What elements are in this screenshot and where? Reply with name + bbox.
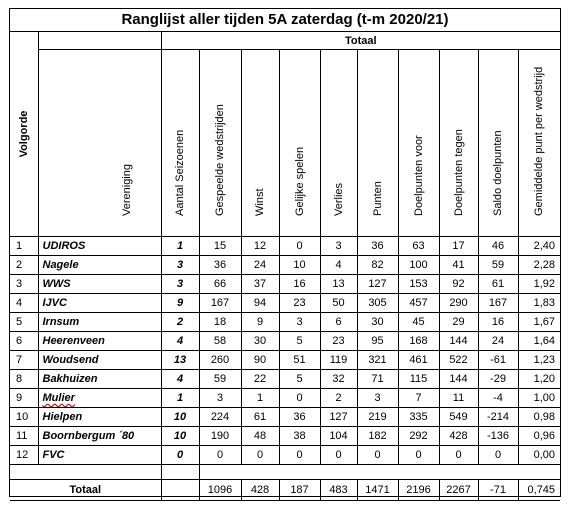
rank-cell: 2 [10, 256, 38, 275]
rank-cell: 10 [10, 408, 38, 427]
stat-cell: 549 [439, 408, 478, 427]
stat-cell: 428 [439, 427, 478, 446]
stat-cell: 0 [398, 446, 439, 465]
stat-cell: 61 [241, 408, 279, 427]
table-row [10, 389, 560, 408]
club-name: Nagele [42, 259, 79, 271]
stat-cell: 0,98 [518, 408, 560, 427]
stat-cell: 292 [398, 427, 439, 446]
club-name: Bakhuizen [42, 373, 98, 385]
stat-cell: 16 [478, 313, 518, 332]
stat-cell: 46 [478, 237, 518, 256]
stat-cell: -4 [478, 389, 518, 408]
seasons-cell: 4 [161, 370, 199, 389]
stat-cell: 0,00 [518, 446, 560, 465]
stat-cell: 45 [398, 313, 439, 332]
stat-cell: 167 [199, 294, 241, 313]
stat-cell: 1,83 [518, 294, 560, 313]
table-row [10, 427, 560, 446]
table-row [10, 446, 560, 465]
stat-cell: 24 [478, 332, 518, 351]
stat-cell: 36 [279, 408, 320, 427]
stat-cell: 12 [241, 237, 279, 256]
header-stat-4 [357, 50, 398, 237]
header-stat-label: Gelijke spelen [293, 146, 306, 216]
stat-cell: 153 [398, 275, 439, 294]
stat-cell: 1 [241, 389, 279, 408]
club-name: WWS [42, 278, 71, 290]
rank-cell: 12 [10, 446, 38, 465]
stat-cell: 290 [439, 294, 478, 313]
header-stat-3 [320, 50, 357, 237]
stat-cell: 82 [357, 256, 398, 275]
stat-cell: -136 [478, 427, 518, 446]
stat-cell: 29 [439, 313, 478, 332]
stat-cell: 41 [439, 256, 478, 275]
stat-cell: 30 [357, 313, 398, 332]
rank-cell: 6 [10, 332, 38, 351]
stat-cell: 335 [398, 408, 439, 427]
club-cell [38, 351, 161, 370]
club-cell [38, 294, 161, 313]
table-row [10, 370, 560, 389]
header-columns-row [10, 50, 560, 237]
stat-cell: 0,96 [518, 427, 560, 446]
rank-cell: 1 [10, 237, 38, 256]
header-stat-2 [279, 50, 320, 237]
club-name: Irnsum [42, 316, 80, 328]
totals-label: Totaal [10, 480, 161, 501]
stat-cell: 1,67 [518, 313, 560, 332]
stat-cell: 522 [439, 351, 478, 370]
totals-seasons-cell [161, 480, 199, 501]
table-row [10, 275, 560, 294]
stat-cell: 224 [199, 408, 241, 427]
stat-cell: 1,92 [518, 275, 560, 294]
stat-cell: 63 [398, 237, 439, 256]
stat-cell: 461 [398, 351, 439, 370]
stat-cell: 2,40 [518, 237, 560, 256]
totals-row [10, 480, 560, 501]
stat-cell: 182 [357, 427, 398, 446]
club-cell [38, 237, 161, 256]
stat-cell: 2 [320, 389, 357, 408]
stat-cell: 4 [320, 256, 357, 275]
seasons-cell: 4 [161, 332, 199, 351]
stat-cell: 23 [279, 294, 320, 313]
seasons-cell: 10 [161, 408, 199, 427]
stat-cell: 0 [357, 446, 398, 465]
stat-cell: 2,28 [518, 256, 560, 275]
club-cell [38, 427, 161, 446]
header-stat-label: Winst [254, 188, 266, 216]
stat-cell: 219 [357, 408, 398, 427]
stat-cell: 15 [199, 237, 241, 256]
stat-cell: 17 [439, 237, 478, 256]
stat-cell: 24 [241, 256, 279, 275]
table-row [10, 237, 560, 256]
header-stat-7 [478, 50, 518, 237]
stat-cell: -214 [478, 408, 518, 427]
club-cell [38, 256, 161, 275]
table-row [10, 332, 560, 351]
stat-cell: 260 [199, 351, 241, 370]
stat-cell: 127 [320, 408, 357, 427]
seasons-cell: 1 [161, 237, 199, 256]
seasons-cell: 2 [161, 313, 199, 332]
stat-cell: 66 [199, 275, 241, 294]
header-group-row [10, 32, 560, 50]
club-name: FVC [42, 449, 65, 461]
club-cell [38, 370, 161, 389]
seasons-cell: 9 [161, 294, 199, 313]
stat-cell: 59 [199, 370, 241, 389]
stat-cell: 51 [279, 351, 320, 370]
club-name: IJVC [42, 297, 67, 309]
stat-cell: 95 [357, 332, 398, 351]
club-cell [38, 275, 161, 294]
club-cell [38, 332, 161, 351]
sheet-title: Ranglijst aller tijden 5A zaterdag (t-m 2020/21) [10, 9, 560, 32]
rank-cell: 4 [10, 294, 38, 313]
stat-cell: 13 [320, 275, 357, 294]
stat-cell: 94 [241, 294, 279, 313]
totals-stat-cell: 2196 [398, 480, 439, 501]
header-stat-5 [398, 50, 439, 237]
seasons-cell: 13 [161, 351, 199, 370]
stat-cell: 37 [241, 275, 279, 294]
header-stat-1 [241, 50, 279, 237]
stat-cell: 144 [439, 370, 478, 389]
totals-stat-cell: 483 [320, 480, 357, 501]
header-vereniging [38, 50, 161, 237]
totals-stat-cell: -71 [478, 480, 518, 501]
seasons-cell: 3 [161, 256, 199, 275]
header-seizoenen-label: Aantal Seizoenen [174, 129, 186, 216]
ranking-table [10, 32, 560, 501]
table-row [10, 408, 560, 427]
stat-cell: 3 [320, 237, 357, 256]
stat-cell: 190 [199, 427, 241, 446]
stat-cell: 59 [478, 256, 518, 275]
header-volgorde [10, 32, 38, 237]
header-stat-label: Verlies [332, 182, 345, 216]
stat-cell: 0 [439, 446, 478, 465]
stat-cell: 0 [279, 389, 320, 408]
club-name: Mulier [42, 392, 75, 404]
header-stat-6 [439, 50, 478, 237]
stat-cell: 168 [398, 332, 439, 351]
stat-cell: 7 [398, 389, 439, 408]
club-name: Woudsend [42, 354, 99, 366]
stat-cell: 58 [199, 332, 241, 351]
stat-cell: 36 [357, 237, 398, 256]
totals-stat-cell: 1096 [199, 480, 241, 501]
stat-cell: 18 [199, 313, 241, 332]
stat-cell: 119 [320, 351, 357, 370]
stat-cell: 0 [478, 446, 518, 465]
club-name: Hielpen [42, 411, 83, 423]
totals-stat-cell: 187 [279, 480, 320, 501]
table-row [10, 351, 560, 370]
stat-cell: 5 [279, 370, 320, 389]
rank-cell: 3 [10, 275, 38, 294]
totals-stat-cell: 2267 [439, 480, 478, 501]
stat-cell: 5 [279, 332, 320, 351]
stat-cell: 16 [279, 275, 320, 294]
table-row [10, 294, 560, 313]
stat-cell: 22 [241, 370, 279, 389]
header-volgorde-label: Volgorde [17, 110, 30, 158]
stat-cell: 71 [357, 370, 398, 389]
stat-cell: 0 [199, 446, 241, 465]
header-stat-label: Doelpunten voor [412, 135, 425, 216]
stat-cell: 0 [241, 446, 279, 465]
totals-stat-cell: 1471 [357, 480, 398, 501]
seasons-cell: 0 [161, 446, 199, 465]
ranking-sheet [9, 8, 561, 497]
header-seizoenen [161, 50, 199, 237]
totals-stat-cell: 428 [241, 480, 279, 501]
rank-cell: 8 [10, 370, 38, 389]
club-name: Heerenveen [42, 335, 105, 347]
club-name: Boornbergum ´80 [42, 430, 135, 442]
stat-cell: 115 [398, 370, 439, 389]
stat-cell: 457 [398, 294, 439, 313]
stat-cell: 61 [478, 275, 518, 294]
seasons-cell: 3 [161, 275, 199, 294]
header-stat-0 [199, 50, 241, 237]
seasons-cell: 10 [161, 427, 199, 446]
stat-cell: 38 [279, 427, 320, 446]
stat-cell: 30 [241, 332, 279, 351]
stat-cell: 144 [439, 332, 478, 351]
stat-cell: 50 [320, 294, 357, 313]
table-row [10, 313, 560, 332]
stat-cell: 0 [279, 446, 320, 465]
club-name: UDIROS [42, 240, 86, 252]
table-row [10, 256, 560, 275]
club-cell [38, 389, 161, 408]
stat-cell: 104 [320, 427, 357, 446]
seasons-cell: 1 [161, 389, 199, 408]
stat-cell: 48 [241, 427, 279, 446]
stat-cell: 1,64 [518, 332, 560, 351]
spacer-row [10, 465, 560, 480]
header-totaal: Totaal [161, 32, 560, 50]
stat-cell: 3 [279, 313, 320, 332]
header-stat-label: Gespeelde wedstrijden [214, 104, 226, 216]
stat-cell: 321 [357, 351, 398, 370]
stat-cell: 1,20 [518, 370, 560, 389]
header-stat-label: Gemiddelde punt per wedstrijd [533, 66, 546, 216]
stat-cell: 305 [357, 294, 398, 313]
rank-cell: 9 [10, 389, 38, 408]
header-stat-8 [518, 50, 560, 237]
stat-cell: 23 [320, 332, 357, 351]
club-cell [38, 313, 161, 332]
stat-cell: 6 [320, 313, 357, 332]
stat-cell: 0 [320, 446, 357, 465]
totals-stat-cell: 0,745 [518, 480, 560, 501]
stat-cell: 36 [199, 256, 241, 275]
stat-cell: 100 [398, 256, 439, 275]
header-vereniging-label: Vereniging [120, 164, 133, 216]
rank-cell: 7 [10, 351, 38, 370]
stat-cell: 167 [478, 294, 518, 313]
stat-cell: 1,23 [518, 351, 560, 370]
stat-cell: 3 [199, 389, 241, 408]
club-cell [38, 408, 161, 427]
header-stat-label: Punten [371, 181, 384, 216]
stat-cell: 32 [320, 370, 357, 389]
stat-cell: 10 [279, 256, 320, 275]
rank-cell: 5 [10, 313, 38, 332]
stat-cell: 3 [357, 389, 398, 408]
stat-cell: 92 [439, 275, 478, 294]
stat-cell: 1,00 [518, 389, 560, 408]
header-stat-label: Saldo doelpunten [492, 130, 504, 216]
club-cell [38, 446, 161, 465]
stat-cell: 0 [279, 237, 320, 256]
stat-cell: 90 [241, 351, 279, 370]
stat-cell: 9 [241, 313, 279, 332]
stat-cell: 127 [357, 275, 398, 294]
header-stat-label: Doelpunten tegen [452, 129, 465, 216]
rank-cell: 11 [10, 427, 38, 446]
stat-cell: 11 [439, 389, 478, 408]
stat-cell: -29 [478, 370, 518, 389]
stat-cell: -61 [478, 351, 518, 370]
